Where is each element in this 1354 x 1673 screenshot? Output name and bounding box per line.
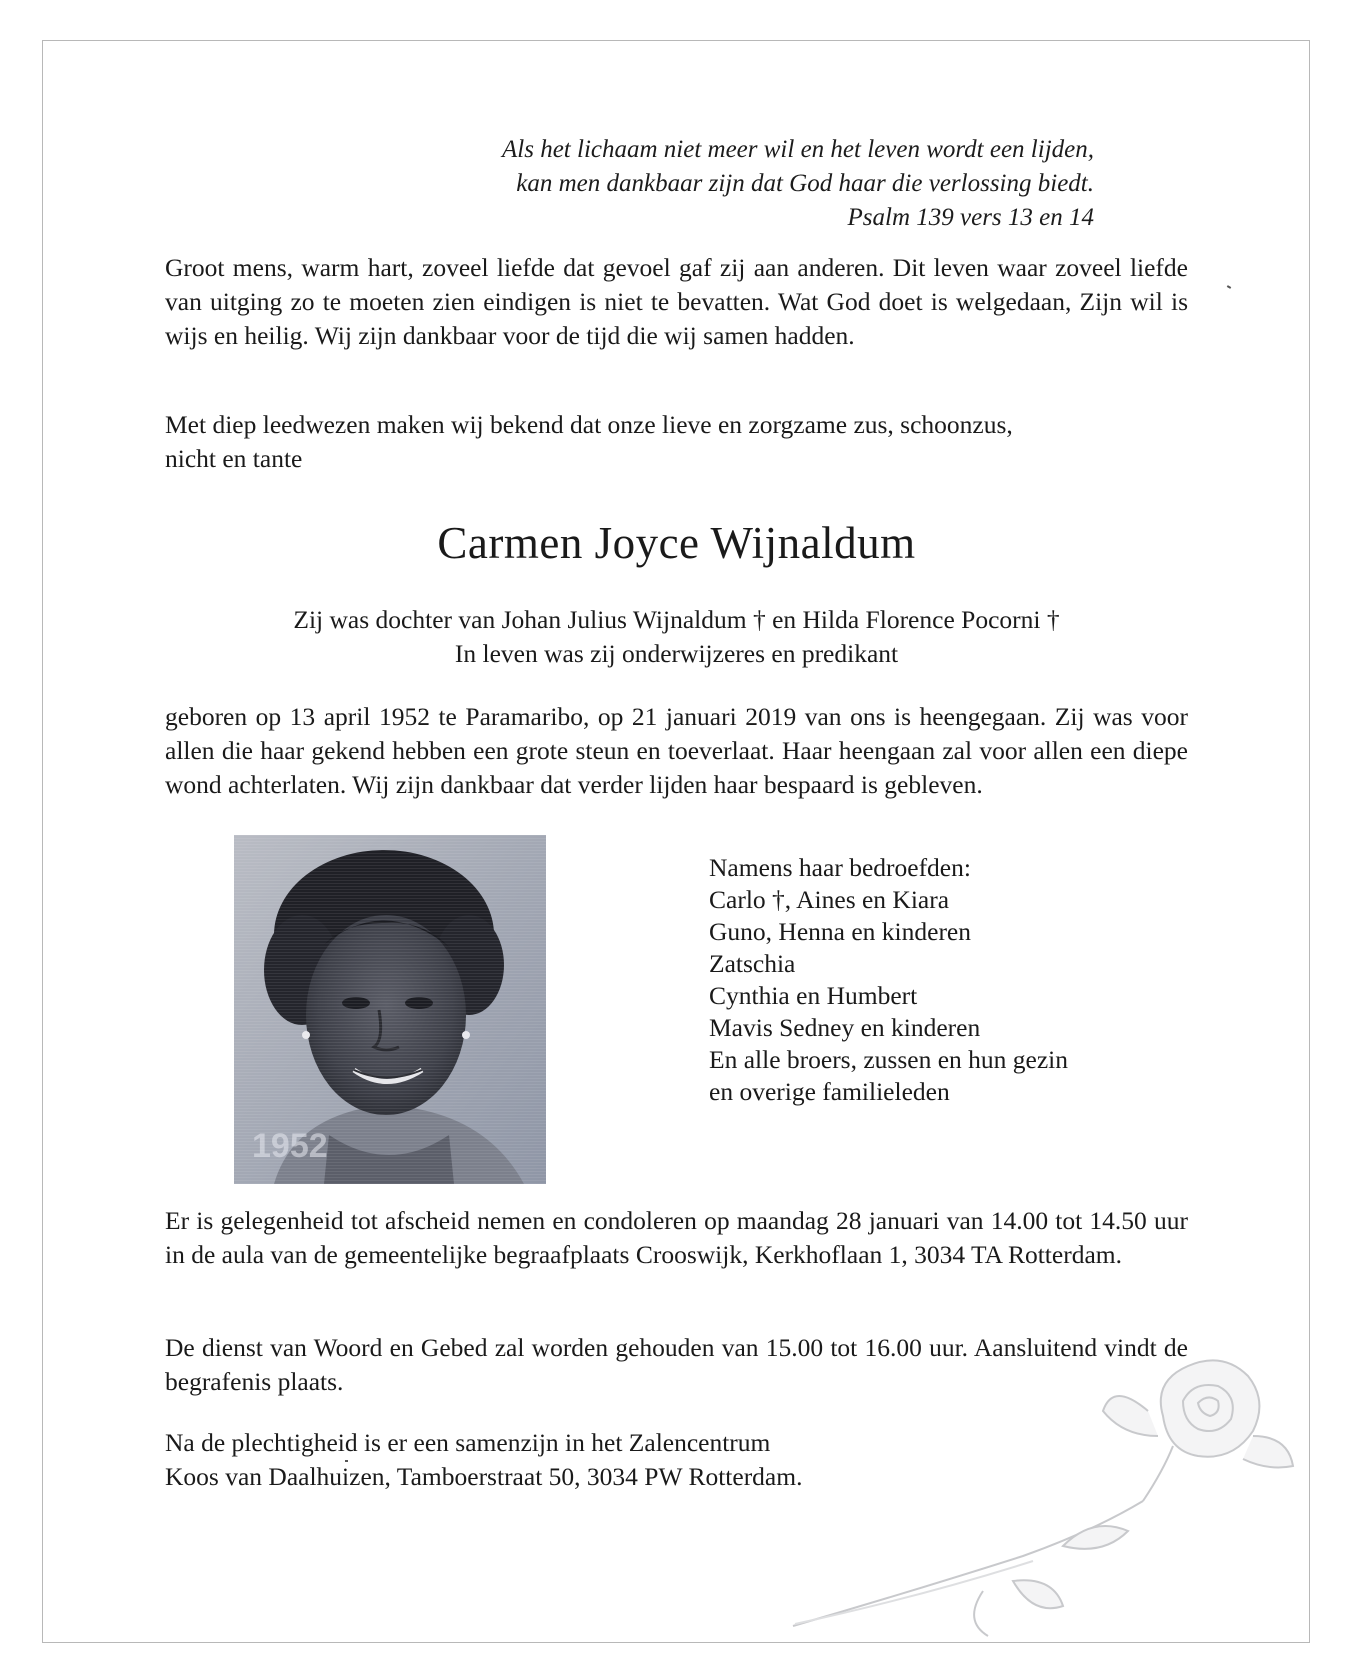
motto-verse xyxy=(294,133,1094,235)
mourner-item: En alle broers, zussen en hun gezin xyxy=(709,1045,1069,1074)
mourner-item: Guno, Henna en kinderen xyxy=(709,917,971,946)
obituary-card xyxy=(42,40,1310,1643)
mourner-item: Carlo †, Aines en Kiara xyxy=(709,885,950,914)
motto-line-2: kan men dankbaar zijn dat God haar die verlossing biedt. xyxy=(516,170,1094,197)
rose-icon xyxy=(763,1341,1310,1643)
portrait-photo xyxy=(234,835,546,1184)
parents-block xyxy=(165,603,1188,671)
motto-line-1: Als het lichaam niet meer wil en het leven wordt een lijden, xyxy=(502,136,1094,163)
mourners-heading: Namens haar bedroefden: xyxy=(709,853,971,882)
gathering-line-1: Na de plechtigheid is er een samenzijn in het Zalencentrum xyxy=(165,1428,771,1457)
born-paragraph: geboren op 13 april 1952 te Paramaribo, op 21 januari 2019 van ons is heengegaan. Zij was voor allen die haar gekend hebben een grote steun en toeverlaat. Haar heengaan zal voor allen een diepe wond achterlaten. Wij zijn dankbaar dat verder lijden haar bespaard is gebleven. xyxy=(165,702,1188,799)
occupation-line: In leven was zij onderwijzeres en predikant xyxy=(454,639,899,668)
intro-paragraph: Groot mens, warm hart, zoveel liefde dat gevoel gaf zij aan anderen. Dit leven waar zoveel liefde van uitging zo te moeten zien eindigen is niet te bevatten. Wat God doet is welgedaan, Zijn wil is wijs en heilig. Wij zijn dankbaar voor de tijd die wij samen hadden. xyxy=(165,253,1188,350)
gathering-line-2: Koos van Daalhuizen, Tamboerstraat 50, 3034 PW Rotterdam. xyxy=(165,1462,803,1491)
announcement-line-2: nicht en tante xyxy=(165,444,303,473)
motto-source: Psalm 139 vers 13 en 14 xyxy=(847,204,1094,231)
deceased-name: Carmen Joyce Wijnaldum xyxy=(437,518,916,568)
parents-line: Zij was dochter van Johan Julius Wijnaldum † en Hilda Florence Pocorni † xyxy=(293,605,1060,634)
farewell-paragraph: Er is gelegenheid tot afscheid nemen en condoleren op maandag 28 januari van 14.00 tot 14.50 uur in de aula van de gemeentelijke begraafplaats Crooswijk, Kerkhoflaan 1, 3034 TA Rotterdam. xyxy=(165,1206,1188,1269)
mourner-item: Mavis Sedney en kinderen xyxy=(709,1013,981,1042)
mourner-item: en overige familieleden xyxy=(709,1077,950,1106)
announcement-paragraph xyxy=(165,408,1188,476)
mourner-item: Cynthia en Humbert xyxy=(709,981,918,1010)
scan-speck xyxy=(345,1460,348,1462)
mourners-list xyxy=(709,852,1068,1108)
announcement-line-1: Met diep leedwezen maken wij bekend dat onze lieve en zorgzame zus, schoonzus, xyxy=(165,410,1013,439)
service-paragraph: De dienst van Woord en Gebed zal worden gehouden van 15.00 tot 16.00 uur. Aansluitend vindt de begrafenis plaats. xyxy=(165,1333,1188,1396)
mourner-item: Zatschia xyxy=(709,949,796,978)
